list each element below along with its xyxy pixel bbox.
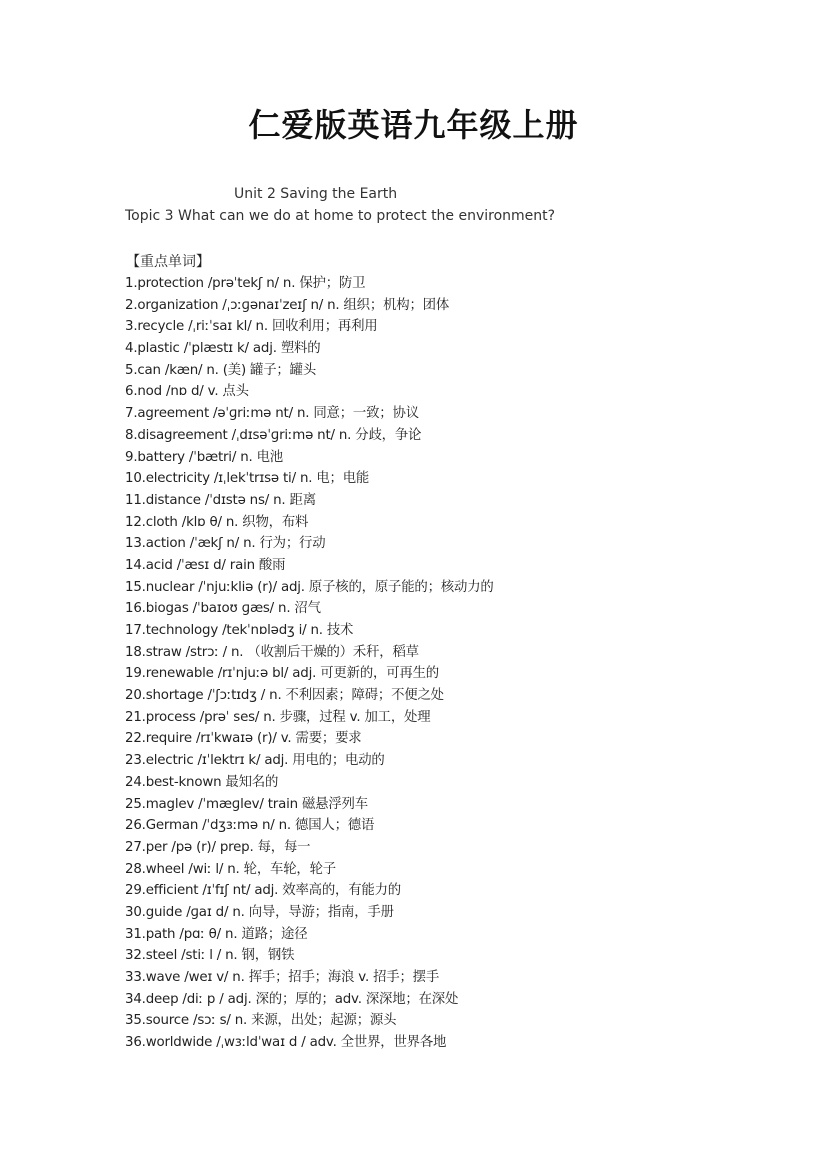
vocabulary-item: 36.worldwide /ˌwɜːldˈwaɪ d / adv. 全世界，世界各地: [125, 1035, 447, 1051]
vocabulary-item: 26.German /ˈdʒɜːmə n/ n. 德国人；德语: [125, 818, 375, 834]
vocabulary-item: 19.renewable /rɪˈnjuːə bl/ adj. 可更新的，可再生的: [125, 666, 439, 682]
vocabulary-item: 14.acid /ˈæsɪ d/ rain 酸雨: [125, 557, 286, 573]
vocabulary-item: 2.organization /ˌɔːɡənaɪˈzeɪʃ n/ n. 组织；机构；团体: [125, 297, 450, 313]
vocabulary-item: 17.technology /tekˈnɒlədʒ i/ n. 技术: [125, 623, 354, 638]
vocabulary-item: 30.guide /ɡaɪ d/ n. 向导，导游；指南，手册: [125, 904, 394, 920]
vocabulary-item: 33.wave /weɪ v/ n. 挥手；招手；海浪 v. 招手；摆手: [125, 970, 440, 985]
page-title: 仁爱版英语九年级上册: [248, 106, 579, 144]
topic-heading: Topic 3 What can we do at home to protect the environment?: [125, 208, 556, 224]
vocabulary-item: 7.agreement /əˈɡriːmə nt/ n. 同意；一致；协议: [125, 406, 419, 422]
vocabulary-item: 29.efficient /ɪˈfɪʃ nt/ adj. 效率高的，有能力的: [125, 883, 401, 899]
section-heading: 【重点单词】: [126, 254, 210, 270]
vocabulary-item: 15.nuclear /ˈnjuːkliə (r)/ adj. 原子核的，原子能的；核动力的: [125, 579, 494, 595]
vocabulary-item: 8.disagreement /ˌdɪsəˈɡriːmə nt/ n. 分歧，争论: [125, 427, 422, 443]
vocabulary-item: 22.require /rɪˈkwaɪə (r)/ v. 需要；要求: [125, 731, 362, 747]
vocabulary-item: 27.per /pə (r)/ prep. 每，每一: [125, 839, 311, 855]
vocabulary-item: 5.can /kæn/ n. (美) 罐子；罐头: [125, 362, 317, 378]
vocabulary-item: 20.shortage /ˈʃɔːtɪdʒ / n. 不利因素；障碍；不便之处: [125, 688, 444, 704]
vocabulary-item: 10.electricity /ɪˌlekˈtrɪsə ti/ n. 电；电能: [125, 471, 370, 487]
vocabulary-item: 6.nod /nɒ d/ v. 点头: [125, 384, 249, 400]
vocabulary-item: 23.electric /ɪˈlektrɪ k/ adj. 用电的；电动的: [125, 753, 385, 769]
unit-heading: Unit 2 Saving the Earth: [234, 186, 398, 202]
vocabulary-item: 1.protection /prəˈtekʃ n/ n. 保护；防卫: [125, 276, 366, 291]
vocabulary-item: 4.plastic /ˈplæstɪ k/ adj. 塑料的: [125, 341, 321, 357]
vocabulary-item: 34.deep /diː p / adj. 深的；厚的；adv. 深深地；在深处: [125, 991, 459, 1007]
vocabulary-item: 25.maglev /ˈmæɡlev/ train 磁悬浮列车: [125, 796, 368, 812]
vocabulary-item: 12.cloth /klɒ θ/ n. 织物，布料: [125, 514, 309, 530]
vocabulary-item: 28.wheel /wiː l/ n. 轮，车轮，轮子: [125, 861, 336, 877]
vocabulary-item: 18.straw /strɔː / n. （收割后干燥的）禾秆，稻草: [125, 644, 419, 660]
vocabulary-item: 24.best-known 最知名的: [125, 774, 279, 790]
vocabulary-item: 32.steel /stiː l / n. 钢，钢铁: [125, 948, 295, 964]
vocabulary-item: 21.process /prəˈ ses/ n. 步骤，过程 v. 加工，处理: [125, 709, 431, 725]
vocabulary-item: 9.battery /ˈbætri/ n. 电池: [125, 449, 283, 465]
vocabulary-item: 35.source /sɔː s/ n. 来源，出处；起源；源头: [125, 1013, 397, 1029]
vocabulary-item: 31.path /pɑː θ/ n. 道路；途径: [125, 926, 308, 942]
vocabulary-item: 13.action /ˈækʃ n/ n. 行为；行动: [125, 536, 326, 552]
vocabulary-item: 11.distance /ˈdɪstə ns/ n. 距离: [125, 492, 316, 508]
vocabulary-item: 3.recycle /ˌriːˈsaɪ kl/ n. 回收利用；再利用: [125, 319, 378, 335]
vocabulary-list: [125, 273, 494, 1054]
vocabulary-item: 16.biogas /ˈbaɪoʊ ɡæs/ n. 沼气: [125, 601, 321, 617]
